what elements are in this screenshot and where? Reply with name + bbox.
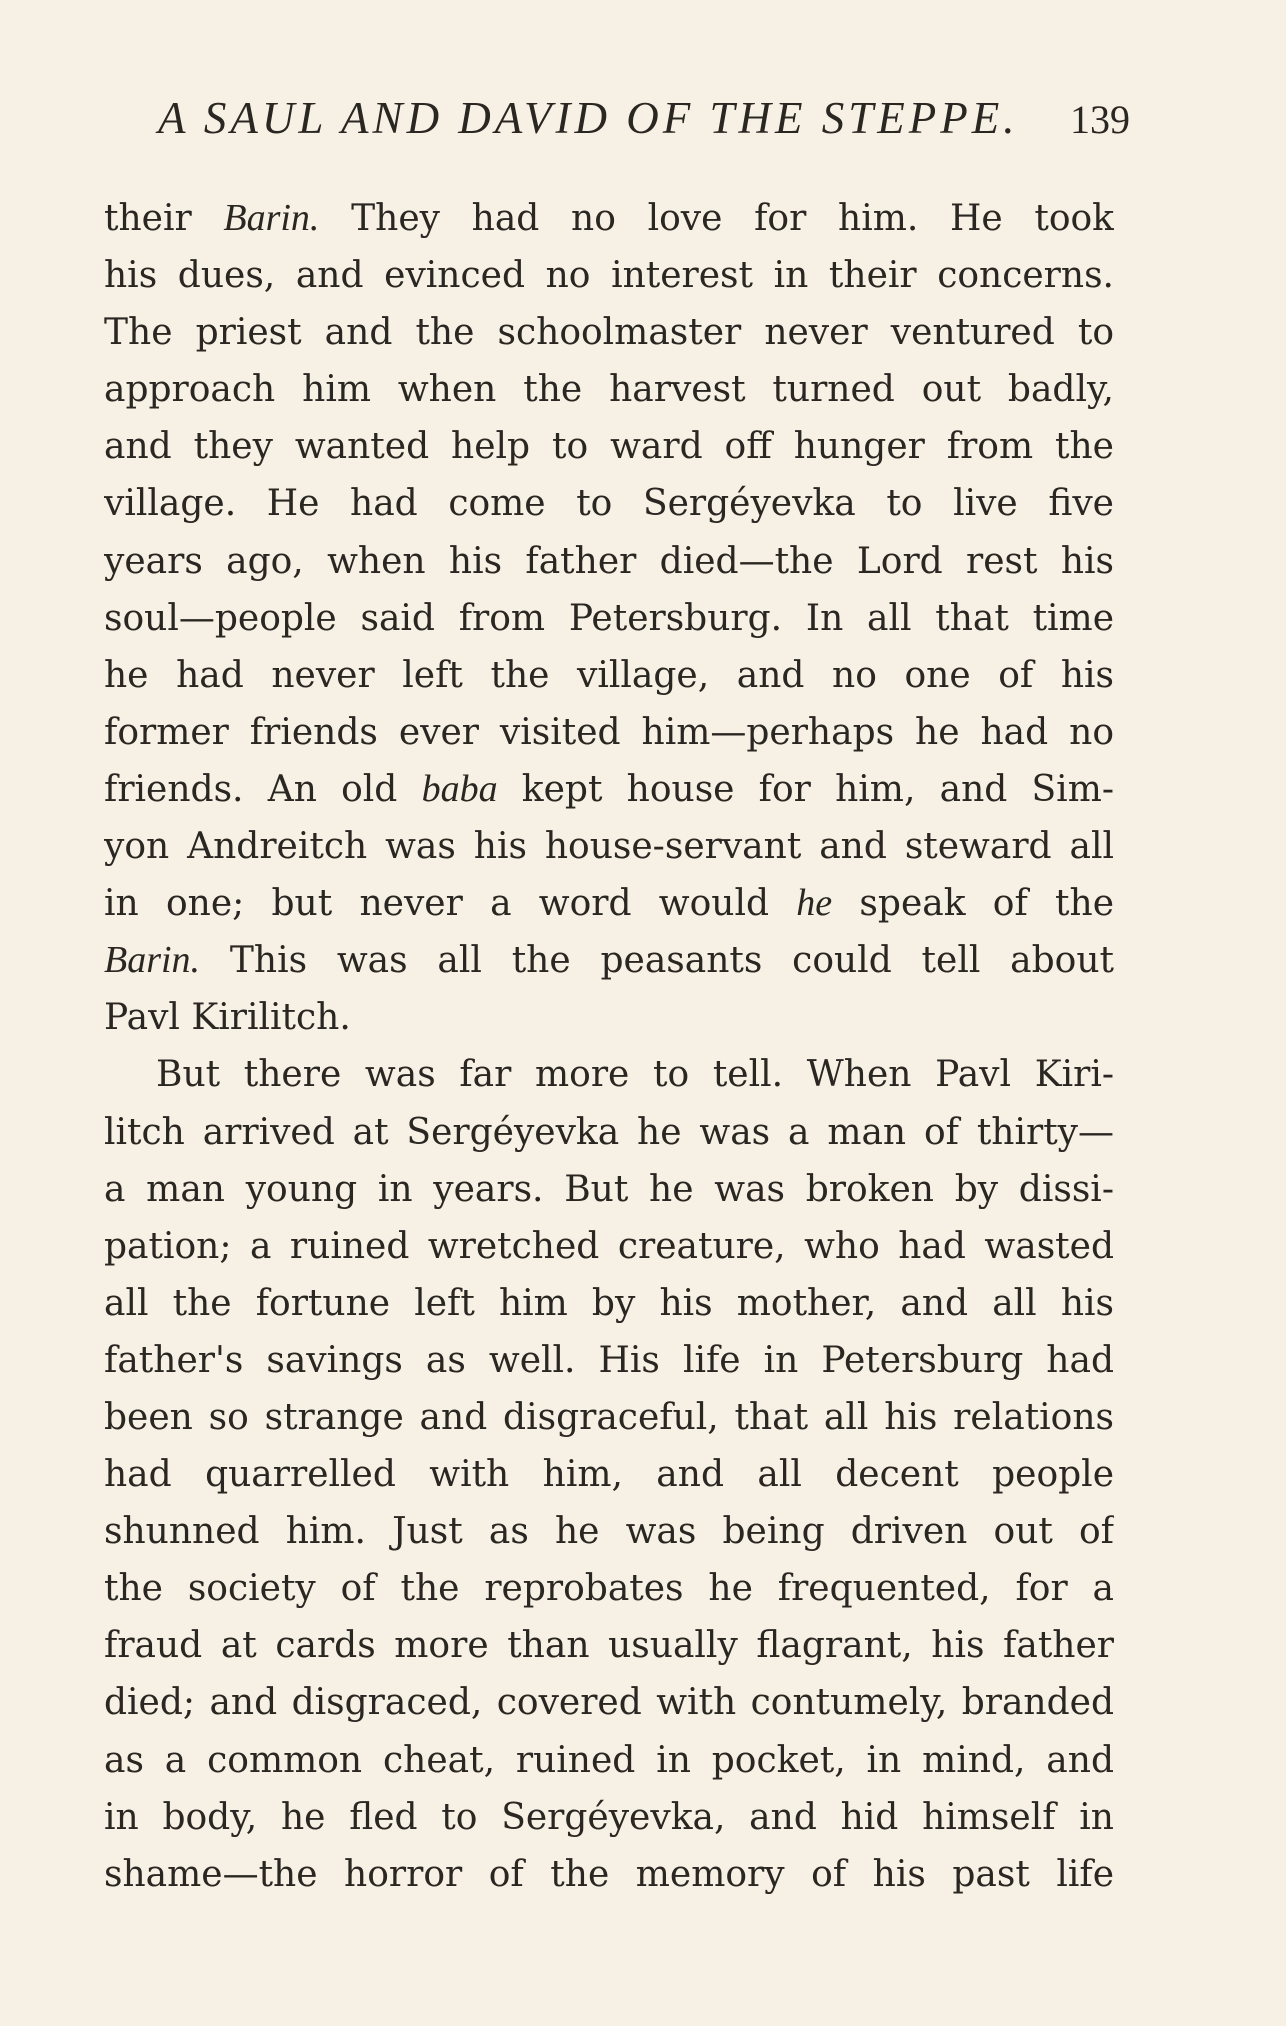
text-run: as a common cheat, ruined in pocket, in mind, and	[104, 1739, 1114, 1781]
text-run: litch arrived at Sergéyevka he was a man of thirty—	[104, 1111, 1114, 1153]
text-run: all the fortune left him by his mother, and all his	[104, 1282, 1114, 1324]
text-run: he had never left the village, and no one of his	[104, 654, 1114, 696]
text-line	[104, 1789, 1114, 1846]
text-line	[104, 1446, 1114, 1503]
text-run: been so strange and disgraceful, that all his relations	[104, 1396, 1114, 1438]
text-line	[104, 1389, 1114, 1446]
text-line	[104, 1560, 1114, 1617]
running-header	[150, 92, 1130, 152]
text-line	[104, 1617, 1114, 1674]
text-line	[104, 647, 1114, 704]
italic-word: he	[796, 882, 833, 925]
text-run: years ago, when his father died—the Lord rest his	[104, 540, 1114, 582]
italic-word: Barin.	[104, 939, 201, 982]
text-line	[104, 475, 1114, 532]
paragraph	[104, 1046, 1114, 1902]
text-line	[104, 1846, 1114, 1903]
text-run: had quarrelled with him, and all decent people	[104, 1454, 1114, 1496]
text-line	[104, 1046, 1114, 1103]
text-run: former friends ever visited him—perhaps he had no	[104, 711, 1114, 753]
text-run: yon Andreitch was his house-servant and steward all	[104, 826, 1114, 868]
text-run: fraud at cards more than usually flagrant, his father	[104, 1625, 1114, 1667]
text-line	[104, 1503, 1114, 1560]
text-line	[104, 989, 1114, 1046]
text-run: their	[104, 198, 224, 239]
text-run: Pavl Kirilitch.	[104, 997, 351, 1039]
text-run: shunned him. Just as he was being driven out of	[104, 1511, 1114, 1553]
text-run: friends. An old	[104, 768, 422, 810]
page-number: 139	[1070, 97, 1130, 142]
text-line	[104, 247, 1114, 304]
text-run: and they wanted help to ward off hunger from the	[104, 426, 1114, 468]
text-line	[104, 361, 1114, 418]
text-line	[104, 875, 1114, 932]
text-run: a man young in years. But he was broken by dissi-	[104, 1168, 1114, 1210]
text-line	[104, 1104, 1114, 1161]
text-run: They had no love for him. He took	[319, 198, 1114, 239]
running-title: A SAUL AND DAVID OF THE STEPPE.	[158, 93, 1019, 143]
text-line	[104, 1732, 1114, 1789]
italic-word: Barin.	[223, 197, 320, 239]
text-line	[104, 932, 1114, 989]
text-line	[104, 304, 1114, 361]
text-line	[104, 1275, 1114, 1332]
text-run: But there was far more to tell. When Pavl Kiri-	[156, 1054, 1114, 1096]
text-run: the society of the reprobates he frequented, for a	[104, 1568, 1114, 1610]
text-run: his dues, and evinced no interest in their concerns.	[104, 255, 1114, 297]
text-run: The priest and the schoolmaster never ventured to	[104, 312, 1114, 354]
text-run: soul—people said from Petersburg. In all that time	[104, 597, 1114, 639]
text-line	[104, 590, 1114, 647]
text-line	[104, 704, 1114, 761]
text-line	[104, 1218, 1114, 1275]
text-line	[104, 190, 1114, 247]
text-line	[104, 1332, 1114, 1389]
text-run: approach him when the harvest turned out badly,	[104, 369, 1114, 411]
text-run: This was all the peasants could tell about	[200, 940, 1114, 982]
text-line	[104, 1161, 1114, 1218]
text-run: father's savings as well. His life in Petersburg had	[104, 1339, 1114, 1381]
text-run: in one; but never a word would	[104, 883, 797, 925]
text-line	[104, 1674, 1114, 1731]
text-run: pation; a ruined wretched creature, who had wasted	[104, 1225, 1114, 1267]
text-line	[104, 418, 1114, 475]
text-run: speak of the	[832, 883, 1114, 925]
text-run: kept house for him, and Sim-	[497, 768, 1114, 810]
text-run: in body, he fled to Sergéyevka, and hid himself in	[104, 1796, 1114, 1838]
text-run: died; and disgraced, covered with contumely, branded	[104, 1682, 1114, 1724]
text-line	[104, 818, 1114, 875]
body-text	[104, 190, 1114, 1903]
italic-word: baba	[421, 767, 498, 810]
text-line	[104, 533, 1114, 590]
text-run: village. He had come to Sergéyevka to live five	[104, 483, 1114, 525]
paragraph	[104, 190, 1114, 1046]
text-run: shame—the horror of the memory of his past life	[104, 1853, 1114, 1895]
text-line	[104, 761, 1114, 818]
